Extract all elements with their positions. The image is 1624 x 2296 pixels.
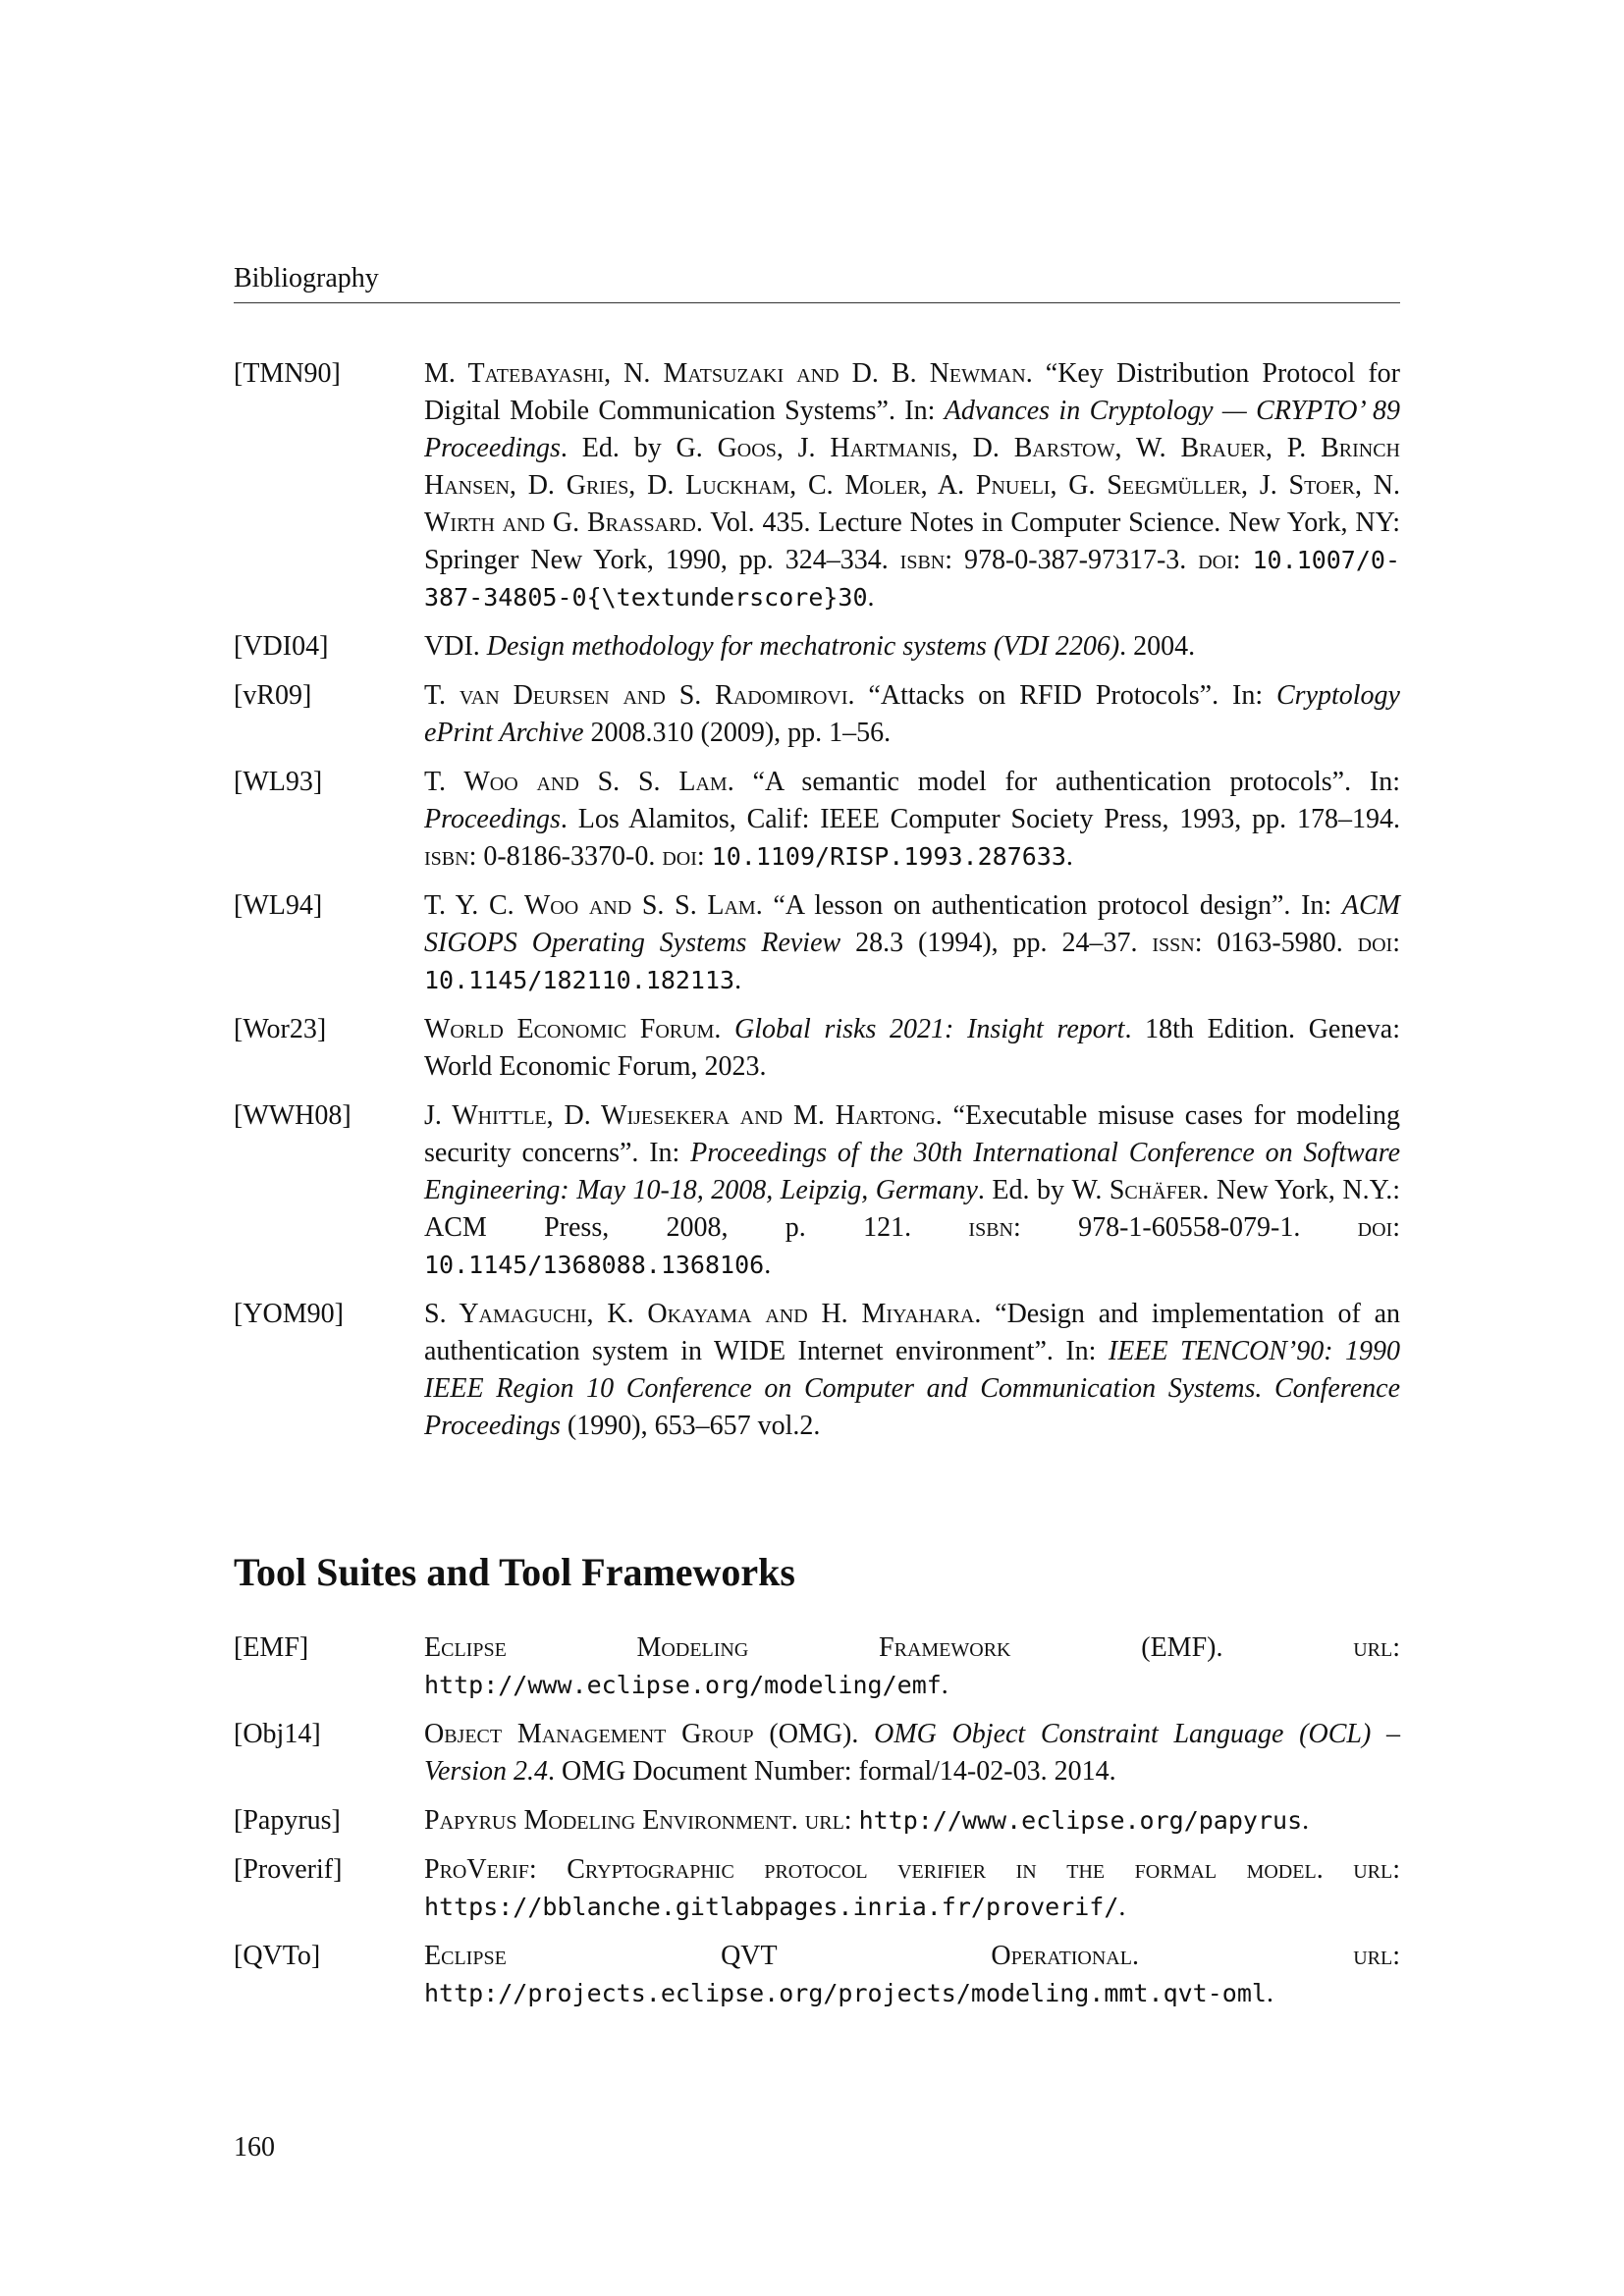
bib-text-fragment: VDI. bbox=[424, 631, 487, 662]
bib-key: [QVTo] bbox=[234, 1941, 321, 1971]
bib-smallcaps-fragment: Eclipse QVT Operational bbox=[424, 1941, 1132, 1971]
bib-identifier-fragment: 10.1109/RISP.1993.287633 bbox=[711, 842, 1066, 871]
bib-smallcaps-fragment: url bbox=[1353, 1941, 1393, 1971]
bib-text-fragment: : bbox=[696, 841, 712, 872]
bib-key: [TMN90] bbox=[234, 358, 341, 389]
bib-text-fragment: . bbox=[1065, 841, 1073, 872]
bib-title-fragment: Cryptology ePrint Archive bbox=[424, 680, 1400, 748]
bib-identifier-fragment: http://projects.eclipse.org/projects/modeling.mmt.qvt-oml bbox=[424, 1979, 1267, 2007]
bib-entry bbox=[234, 1097, 1400, 1284]
bib-text-fragment: : 978-0-387-97317-3. bbox=[945, 545, 1199, 575]
bib-key: [WL93] bbox=[234, 767, 323, 797]
bib-text-fragment: . “Attacks on RFID Protocols”. In: bbox=[847, 680, 1276, 711]
bib-text-fragment: . bbox=[1316, 1854, 1354, 1885]
bib-text-fragment: . Vol. 435. Lecture Notes in Computer Science. New York, NY: Springer New York, 1990, pp. 324–334. bbox=[424, 507, 1401, 575]
bib-text bbox=[424, 628, 1400, 666]
bib-identifier-fragment: 10.1145/1368088.1368106 bbox=[424, 1251, 765, 1279]
bib-smallcaps-fragment: J. Whittle, D. Wijesekera and M. Hartong bbox=[424, 1100, 936, 1131]
bib-key: [Wor23] bbox=[234, 1014, 327, 1044]
section-heading: Tool Suites and Tool Frameworks bbox=[234, 1550, 795, 1594]
bib-text bbox=[424, 1851, 1400, 1926]
bib-smallcaps-fragment: issn bbox=[1152, 928, 1195, 958]
bib-smallcaps-fragment: url bbox=[804, 1805, 844, 1836]
bib-entry bbox=[234, 1011, 1400, 1086]
bib-smallcaps-fragment: S. Yamaguchi, K. Okayama and H. Miyahara bbox=[424, 1299, 975, 1329]
bib-smallcaps-fragment: isbn bbox=[424, 841, 469, 872]
bib-title-fragment: Advances in Cryptology — CRYPTO’ 89 Proceedings bbox=[424, 396, 1400, 463]
bib-smallcaps-fragment: Object Management Group (OMG) bbox=[424, 1719, 852, 1749]
bib-text-fragment: . New York, N.Y.: ACM Press, 2008, p. 121. bbox=[424, 1175, 1400, 1243]
bib-key: [WL94] bbox=[234, 890, 323, 921]
bib-text-fragment: . bbox=[1131, 1941, 1354, 1971]
bib-text-fragment: . “A semantic model for authentication protocols”. In: bbox=[727, 767, 1400, 797]
bib-text-fragment: (1990), 653–657 vol.2. bbox=[560, 1411, 821, 1441]
bib-smallcaps-fragment: doi bbox=[662, 841, 697, 872]
bib-text-fragment: . “Key Distribution Protocol for Digital Mobile Communication Systems”. In: bbox=[424, 358, 1400, 426]
bib-text-fragment: . bbox=[1216, 1632, 1354, 1663]
bib-entry bbox=[234, 1716, 1400, 1790]
bib-key: [WWH08] bbox=[234, 1100, 352, 1131]
bib-entry bbox=[234, 764, 1400, 876]
bib-smallcaps-fragment: T. van Deursen and S. Radomirovi bbox=[424, 680, 848, 711]
bib-text-fragment: . bbox=[867, 582, 875, 613]
bib-title-fragment: Design methodology for mechatronic systems (VDI 2206) bbox=[486, 631, 1120, 662]
bib-smallcaps-fragment: ProVerif: Cryptographic protocol verifier in the formal model bbox=[424, 1854, 1317, 1885]
bib-text-fragment: . “Executable misuse cases for modeling security concerns”. In: bbox=[424, 1100, 1400, 1168]
bib-text-fragment: . OMG Document Number: formal/14-02-03. 2014. bbox=[548, 1756, 1116, 1787]
bib-text bbox=[424, 355, 1400, 616]
bib-text-fragment: . 18th Edition. Geneva: World Economic Forum, 2023. bbox=[424, 1014, 1400, 1082]
bib-smallcaps-fragment: isbn bbox=[968, 1212, 1013, 1243]
bib-key: [EMF] bbox=[234, 1632, 309, 1663]
bib-identifier-fragment: http://www.eclipse.org/papyrus bbox=[858, 1806, 1303, 1835]
bib-entry bbox=[234, 887, 1400, 999]
bib-text-fragment: . Ed. by bbox=[560, 433, 677, 463]
bib-text-fragment: 2008.310 (2009), pp. 1–56. bbox=[583, 718, 892, 748]
bib-text-fragment: : bbox=[1392, 1941, 1400, 1971]
bib-smallcaps-fragment: G. Goos, J. Hartmanis, D. Barstow, W. Brauer, P. Brinch Hansen, D. Gries, D. Luckham, C. Moler, A. Pnueli, G. Seegmüller, J. Stoer, N. Wirth and G. Brassard bbox=[424, 433, 1400, 538]
bib-text-fragment: . “A lesson on authentication protocol design”. In: bbox=[755, 890, 1342, 921]
bib-smallcaps-fragment: Eclipse Modeling Framework (EMF) bbox=[424, 1632, 1217, 1663]
bib-text-fragment: : bbox=[843, 1805, 859, 1836]
bib-key: [YOM90] bbox=[234, 1299, 344, 1329]
bib-text-fragment: . bbox=[764, 1250, 772, 1280]
bib-text-fragment: : bbox=[1392, 928, 1400, 958]
bib-text-fragment: : 978-1-60558-079-1. bbox=[1012, 1212, 1358, 1243]
bib-text bbox=[424, 677, 1400, 752]
bib-entry bbox=[234, 1296, 1400, 1445]
bib-smallcaps-fragment: isbn bbox=[899, 545, 946, 575]
bib-text bbox=[424, 1296, 1400, 1445]
bib-key: [Proverif] bbox=[234, 1854, 343, 1885]
bib-smallcaps-fragment: World Economic Forum bbox=[424, 1014, 715, 1044]
bib-text-fragment: : bbox=[1392, 1632, 1400, 1663]
bib-smallcaps-fragment: T. Y. C. Woo and S. S. Lam bbox=[424, 890, 756, 921]
bib-smallcaps-fragment: doi bbox=[1357, 928, 1393, 958]
running-head: Bibliography bbox=[234, 261, 1400, 303]
bib-text-fragment: : 0-8186-3370-0. bbox=[468, 841, 663, 872]
bib-identifier-fragment: 10.1145/182110.182113 bbox=[424, 966, 735, 994]
bib-entry bbox=[234, 1802, 1400, 1840]
bibliography-list bbox=[234, 355, 1400, 1457]
bib-title-fragment: IEEE TENCON’90: 1990 IEEE Region 10 Conference on Computer and Communication Systems. Conference Proceedings bbox=[424, 1336, 1400, 1441]
bib-text-fragment: . bbox=[1302, 1805, 1310, 1836]
bib-text bbox=[424, 1097, 1400, 1284]
bib-entry bbox=[234, 1938, 1400, 2012]
bib-text-fragment: . bbox=[1266, 1978, 1273, 2008]
bib-text-fragment: . bbox=[851, 1719, 875, 1749]
bib-title-fragment: Proceedings bbox=[424, 804, 561, 834]
bib-identifier-fragment: http://www.eclipse.org/modeling/emf bbox=[424, 1671, 942, 1699]
bib-key: [Obj14] bbox=[234, 1719, 321, 1749]
bib-smallcaps-fragment: Papyrus Modeling Environment bbox=[424, 1805, 791, 1836]
bib-text-fragment: : bbox=[1232, 545, 1253, 575]
bib-text-fragment: . “Design and implementation of an authentication system in WIDE Internet environment”. In: bbox=[424, 1299, 1400, 1366]
bib-text-fragment: . bbox=[790, 1805, 805, 1836]
bib-title-fragment: ACM SIGOPS Operating Systems Review bbox=[424, 890, 1401, 958]
bib-text bbox=[424, 1629, 1400, 1704]
bib-text-fragment: . Los Alamitos, Calif: IEEE Computer Society Press, 1993, pp. 178–194. bbox=[560, 804, 1400, 834]
bib-identifier-fragment: https://bblanche.gitlabpages.inria.fr/proverif/ bbox=[424, 1893, 1119, 1921]
bib-entry bbox=[234, 1851, 1400, 1926]
bib-text-fragment: . Ed. by bbox=[977, 1175, 1072, 1205]
bib-entry bbox=[234, 1629, 1400, 1704]
bib-text bbox=[424, 1802, 1400, 1840]
bib-text bbox=[424, 1938, 1400, 2012]
bib-text-fragment: . bbox=[941, 1670, 948, 1700]
bib-text-fragment: : bbox=[1392, 1212, 1400, 1243]
bib-entry bbox=[234, 628, 1400, 666]
bib-text-fragment: . 2004. bbox=[1119, 631, 1196, 662]
bib-text-fragment: : 0163-5980. bbox=[1194, 928, 1358, 958]
bib-text-fragment: : bbox=[1392, 1854, 1401, 1885]
bib-entry bbox=[234, 355, 1400, 616]
bib-smallcaps-fragment: W. Schäfer bbox=[1071, 1175, 1203, 1205]
bib-title-fragment: OMG Object Constraint Language (OCL) – Version 2.4 bbox=[424, 1719, 1400, 1787]
bib-smallcaps-fragment: url bbox=[1353, 1632, 1393, 1663]
bib-text-fragment: . bbox=[734, 965, 742, 995]
bib-text-fragment: 28.3 (1994), pp. 24–37. bbox=[840, 928, 1153, 958]
bib-text-fragment: . bbox=[714, 1014, 735, 1044]
bib-text-fragment: . bbox=[1118, 1892, 1126, 1922]
bib-smallcaps-fragment: doi bbox=[1198, 545, 1233, 575]
bib-identifier-fragment: 10.1007/0-387-34805-0{\textunderscore}30 bbox=[424, 546, 1401, 612]
bib-title-fragment: Proceedings of the 30th International Conference on Software Engineering: May 10-18, 2008, Leipzig, Germany bbox=[424, 1138, 1400, 1205]
tools-bibliography-list bbox=[234, 1629, 1400, 2024]
bib-key: [Papyrus] bbox=[234, 1805, 341, 1836]
bib-smallcaps-fragment: T. Woo and S. S. Lam bbox=[424, 767, 728, 797]
bib-text bbox=[424, 887, 1400, 999]
bib-entry bbox=[234, 677, 1400, 752]
bib-smallcaps-fragment: doi bbox=[1357, 1212, 1393, 1243]
bib-key: [VDI04] bbox=[234, 631, 329, 662]
bib-key: [vR09] bbox=[234, 680, 312, 711]
page-number: 160 bbox=[234, 2132, 275, 2163]
bib-smallcaps-fragment: M. Tatebayashi, N. Matsuzaki and D. B. Newman bbox=[424, 358, 1026, 389]
bib-text bbox=[424, 1716, 1400, 1790]
bib-smallcaps-fragment: url bbox=[1353, 1854, 1393, 1885]
bib-text bbox=[424, 1011, 1400, 1086]
bib-title-fragment: Global risks 2021: Insight report bbox=[734, 1014, 1125, 1044]
bib-text bbox=[424, 764, 1400, 876]
